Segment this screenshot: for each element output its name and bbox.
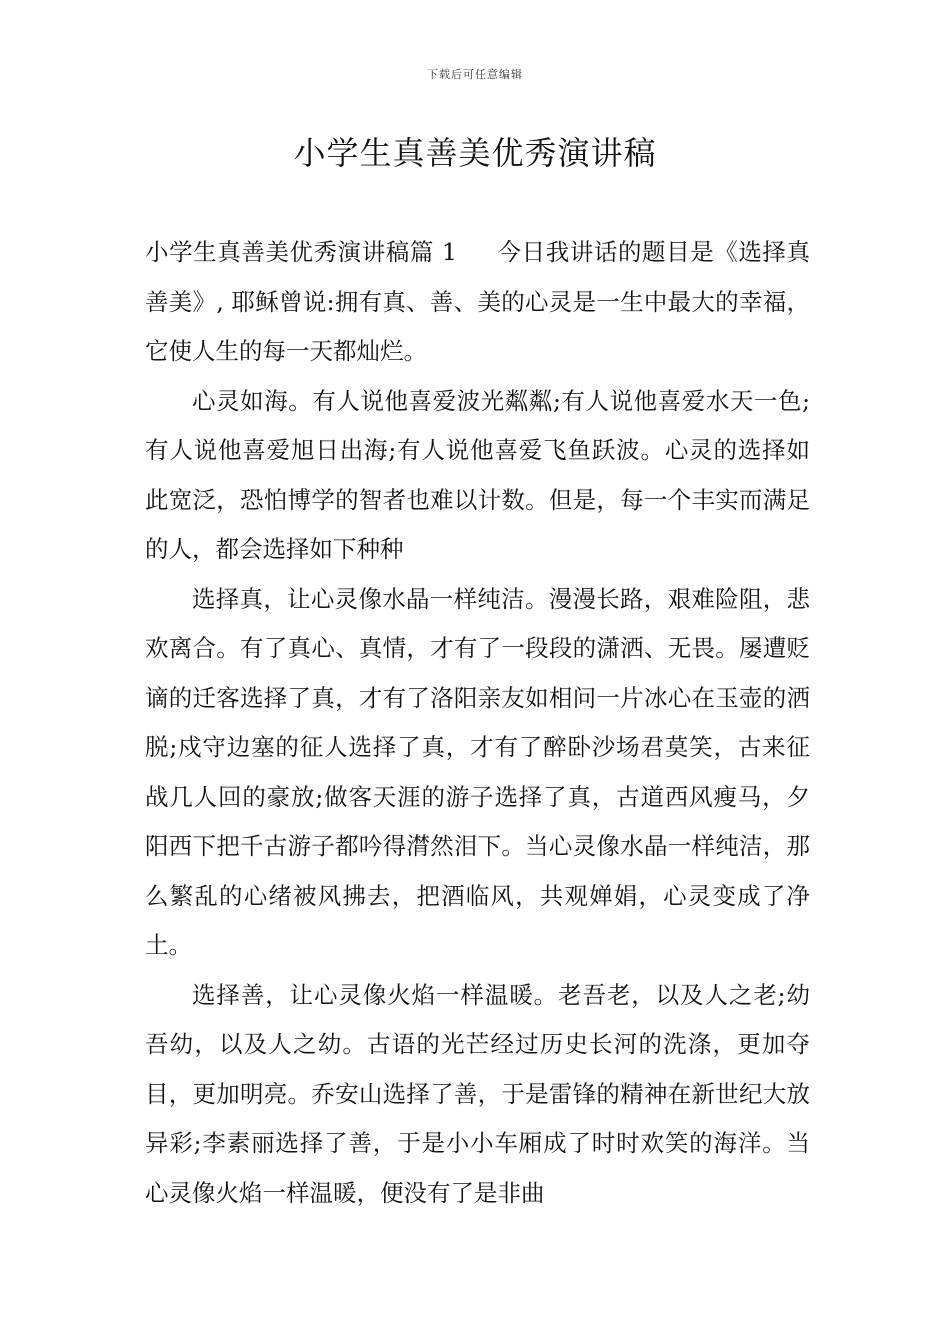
document-title: 小学生真善美优秀演讲稿	[293, 134, 657, 172]
paragraph-goodness: 选择善，让心灵像火焰一样温暖。老吾老，以及人之老;幼吾幼，以及人之幼。古语的光芒经过历史长河的洗涤，更加夺目，更加明亮。乔安山选择了善，于是雷锋的精神在新世纪大放异彩;李素丽选择了善，于是小小车厢成了时时欢笑的海洋。当心灵像火焰一样温暖，便没有了是非曲	[145, 980, 810, 1207]
paragraph-sea: 心灵如海。有人说他喜爱波光粼粼;有人说他喜爱水天一色;有人说他喜爱旭日出海;有人说他喜爱飞鱼跃波。心灵的选择如此宽泛，恐怕博学的智者也难以计数。但是，每一个丰实而满足的人，都会选择如下种种	[145, 386, 810, 563]
document-body	[145, 228, 810, 1218]
page-header: 下载后可任意编辑	[427, 68, 523, 81]
intro-label: 小学生真善美优秀演讲稿篇 1	[145, 238, 457, 266]
intro-paragraph	[145, 228, 810, 377]
paragraph-truth: 选择真，让心灵像水晶一样纯洁。漫漫长路，艰难险阻，悲欢离合。有了真心、真情，才有了一段段的潇洒、无畏。屡遭贬谪的迁客选择了真，才有了洛阳亲友如相问一片冰心在玉壶的洒脱;戍守边塞的征人选择了真，才有了醉卧沙场君莫笑，古来征战几人回的豪放;做客天涯的游子选择了真，古道西风瘦马，夕阳西下把千古游子都吟得潸然泪下。当心灵像水晶一样纯洁，那么繁乱的心绪被风拂去，把酒临风，共观婵娟，心灵变成了净土。	[145, 584, 810, 959]
intro-text: 今日我讲话的题目是《选择真善美》, 耶稣曾说:拥有真、善、美的心灵是一生中最大的幸福，它使人生的每一天都灿烂。	[145, 238, 811, 365]
